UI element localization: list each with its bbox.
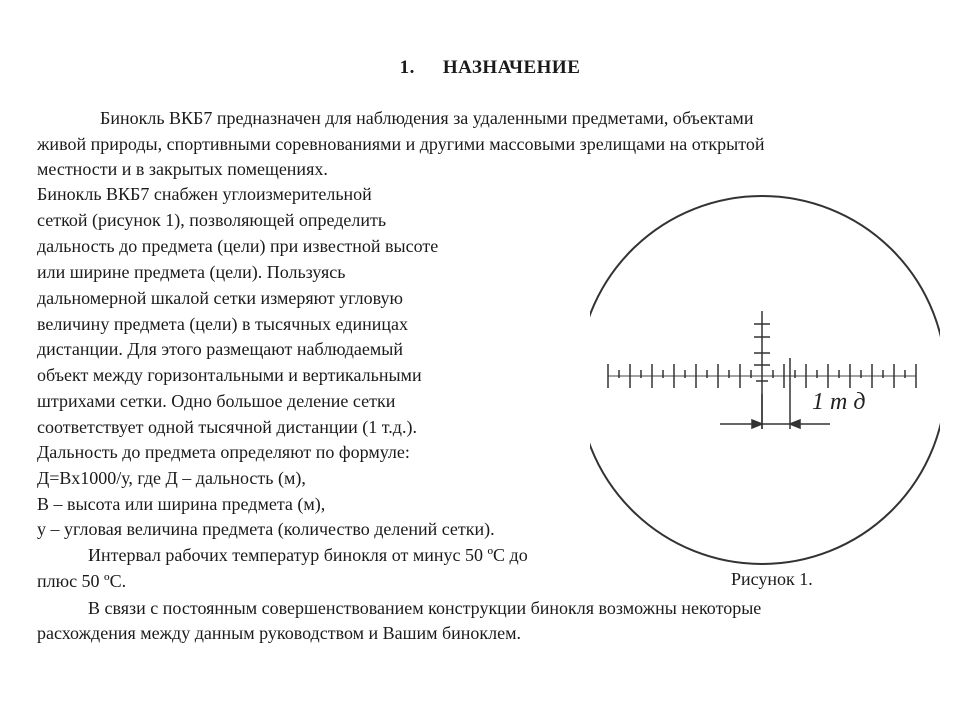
figure-caption: Рисунок 1. — [731, 569, 813, 589]
paragraph-line: живой природы, спортивными соревнованиями и другими массовыми зрелищами на открытой — [37, 134, 765, 154]
paragraph-line: плюс 50 ºС. — [37, 571, 127, 591]
section-heading — [0, 57, 980, 79]
section-title: НАЗНАЧЕНИЕ — [442, 57, 581, 78]
paragraph-line: Бинокль ВКБ7 предназначен для наблюдения за удаленными предметами, объектами — [100, 108, 754, 128]
paragraph-line: В связи с постоянным совершенствованием конструкции бинокля возможны некоторые — [88, 598, 762, 618]
paragraph-line: у – угловая величина предмета (количество делений сетки). — [37, 519, 495, 539]
paragraph-line: расхождения между данным руководством и Вашим биноклем. — [37, 623, 522, 643]
paragraph-line: местности и в закрытых помещениях. — [37, 159, 328, 179]
section-number: 1. — [399, 57, 415, 78]
paragraph-line: величину предмета (цели) в тысячных единицах — [37, 314, 408, 334]
paragraph-line: штрихами сетки. Одно большое деление сетки — [37, 391, 396, 411]
paragraph-line: сеткой (рисунок 1), позволяющей определить — [37, 210, 387, 230]
paragraph-line: Дальность до предмета определяют по формуле: — [37, 442, 410, 462]
paragraph-line: дальномерной шкалой сетки измеряют угловую — [37, 288, 403, 308]
paragraph-line: или ширине предмета (цели). Пользуясь — [37, 262, 346, 282]
scale-label: 1 т д — [812, 389, 866, 415]
reticle-circle — [590, 196, 940, 564]
paragraph-line: Интервал рабочих температур бинокля от минус 50 ºС до — [88, 545, 528, 565]
paragraph-line: соответствует одной тысячной дистанции (1 т.д.). — [37, 417, 417, 437]
paragraph-line: Бинокль ВКБ7 снабжен углоизмерительной — [37, 184, 372, 204]
paragraph-line: объект между горизонтальными и вертикальными — [37, 365, 422, 385]
paragraph-line: В – высота или ширина предмета (м), — [37, 494, 326, 514]
reticle-figure — [590, 186, 940, 566]
paragraph-line: Д=Вх1000/у, где Д – дальность (м), — [37, 468, 306, 488]
paragraph-line: дальность до предмета (цели) при известной высоте — [37, 236, 439, 256]
paragraph-line: дистанции. Для этого размещают наблюдаемый — [37, 339, 403, 359]
